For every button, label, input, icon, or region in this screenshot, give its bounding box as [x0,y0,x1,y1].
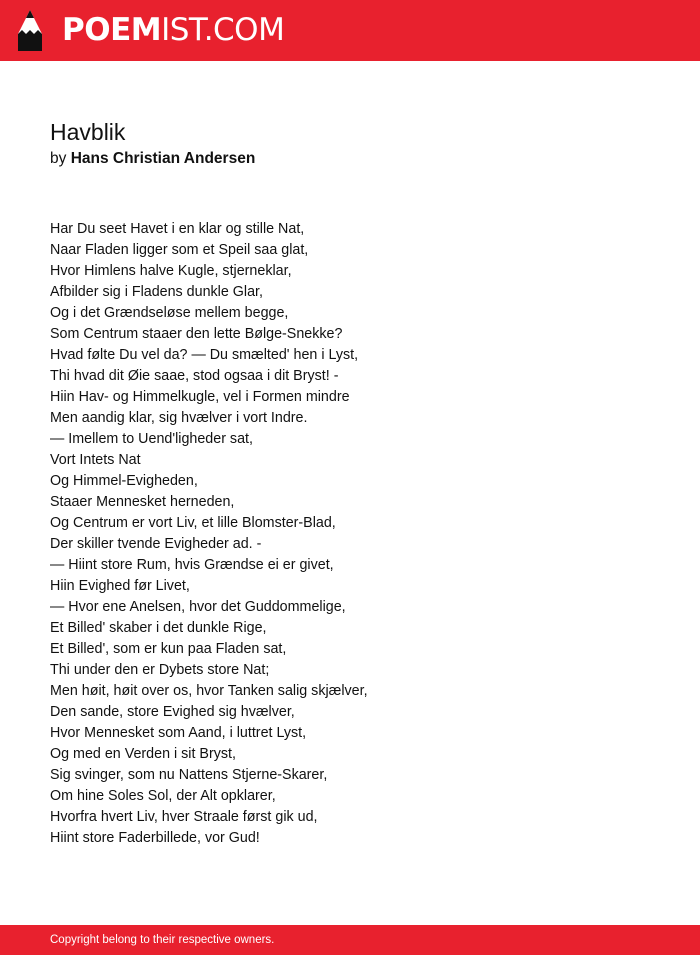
logo-bold-part: POEM [62,12,162,48]
poem-line: Sig svinger, som nu Nattens Stjerne-Skarer, [50,767,328,783]
poem-body [50,219,368,849]
site-logo[interactable] [62,10,284,50]
poem-line: Om hine Soles Sol, der Alt opklarer, [50,788,276,804]
poem-line: Hvor Mennesket som Aand, i luttret Lyst, [50,725,307,741]
poem-line: Der skiller tvende Evigheder ad. - [50,536,262,552]
poem-line: Hiin Evighed før Livet, [50,578,190,594]
poem-line: Vort Intets Nat [50,452,141,468]
poem-line: Hvad følte Du vel da? — Du smælted' hen i Lyst, [50,347,359,363]
poem-line: — Imellem to Uend'ligheder sat, [50,431,253,447]
poem-line: Thi under den er Dybets store Nat; [50,662,270,678]
copyright-notice: Copyright belong to their respective owners. [50,934,275,946]
site-footer [0,925,700,955]
poem-line: Et Billed' skaber i det dunkle Rige, [50,620,267,636]
poem-line: Naar Fladen ligger som et Speil saa glat, [50,242,309,258]
poem-line: Et Billed', som er kun paa Fladen sat, [50,641,287,657]
poem-line: Hvorfra hvert Liv, hver Straale først gik ud, [50,809,318,825]
poem-line: Men aandig klar, sig hvælver i vort Indre. [50,410,308,426]
poem-author: Hans Christian Andersen [70,150,256,167]
poem-line: Og Centrum er vort Liv, et lille Blomster-Blad, [50,515,336,531]
poem-line: — Hvor ene Anelsen, hvor det Guddommelige, [50,599,346,615]
poem-line: Staaer Mennesket herneden, [50,494,235,510]
byline-prefix: by [50,150,67,167]
poem-line: Og med en Verden i sit Bryst, [50,746,236,762]
poem-line: Hiint store Faderbillede, vor Gud! [50,830,260,846]
poem-line: Som Centrum staaer den lette Bølge-Snekke? [50,326,343,342]
pencil-tip-icon [17,9,43,52]
poem-line: Thi hvad dit Øie saae, stod ogsaa i dit Bryst! - [50,368,339,384]
site-header [0,0,700,61]
poem-line: Den sande, store Evighed sig hvælver, [50,704,295,720]
poem-byline [50,148,255,170]
poem-line: Hiin Hav- og Himmelkugle, vel i Formen mindre [50,389,350,405]
poem-line: Har Du seet Havet i en klar og stille Nat, [50,221,305,237]
poem-line: Men høit, høit over os, hvor Tanken salig skjælver, [50,683,368,699]
poem-line: Og i det Grændseløse mellem begge, [50,305,289,321]
poem-title: Havblik [50,119,126,145]
poem-line: Hvor Himlens halve Kugle, stjerneklar, [50,263,292,279]
poem-line: — Hiint store Rum, hvis Grændse ei er givet, [50,557,334,573]
poem-line: Og Himmel-Evigheden, [50,473,198,489]
poem-line: Afbilder sig i Fladens dunkle Glar, [50,284,263,300]
logo-light-part: IST.COM [161,12,285,48]
